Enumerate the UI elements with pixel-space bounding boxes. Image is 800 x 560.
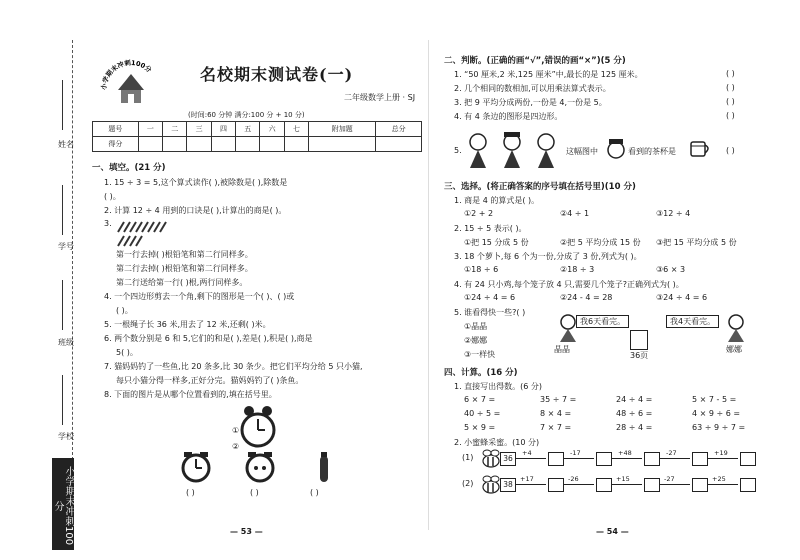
chain-label: (2)	[462, 479, 474, 488]
score-header-cell: 总分	[376, 122, 422, 137]
chain-answer-box[interactable]	[548, 478, 564, 492]
girl-nana-icon	[716, 312, 756, 342]
page-number-right: — 54 —	[596, 527, 629, 536]
arrow-line	[660, 458, 690, 459]
choice-option[interactable]: ①24 ÷ 4 = 6	[464, 293, 516, 302]
child-face-icon	[606, 138, 626, 160]
chain-label: (1)	[462, 453, 474, 462]
score-row	[93, 137, 422, 152]
chain-op: +15	[616, 475, 630, 483]
arrow-line	[708, 458, 738, 459]
q3-line-b: 第二行去掉( )根铅笔和第二行同样多。	[116, 264, 253, 273]
choice-option[interactable]: ③一样快	[464, 350, 496, 359]
chain-answer-box[interactable]	[740, 478, 756, 492]
name-nana: 娜娜	[726, 345, 742, 354]
judge-item: 4. 有 4 条边的图形是四边形。	[454, 112, 563, 121]
calc-item[interactable]: 28 ÷ 4 =	[616, 423, 653, 432]
judge-item: 3. 把 9 平均分成两份,一份是 4,一份是 5。	[454, 98, 607, 107]
name-jingjing: 晶晶	[554, 345, 570, 354]
id-label: 学号	[58, 242, 74, 251]
bee-chain-1	[454, 449, 774, 469]
q4-line-b: ( )。	[116, 306, 133, 315]
children-figure	[464, 128, 560, 168]
judge-answer[interactable]: ( )	[726, 111, 735, 120]
book-pages: 36页	[630, 351, 649, 360]
score-header-row	[93, 122, 422, 137]
score-cell[interactable]	[309, 137, 376, 152]
arrow-line	[516, 458, 546, 459]
bee-icon	[480, 475, 502, 495]
score-cell[interactable]	[236, 137, 260, 152]
choice-option[interactable]: ②18 ÷ 3	[560, 265, 595, 274]
score-header-cell: 二	[163, 122, 187, 137]
choice-option[interactable]: ③把 15 平均分成 5 份	[656, 238, 737, 247]
section2-heading: 二、判断。(正确的画“√”,错误的画“×”)(5 分)	[444, 56, 626, 66]
calc-item[interactable]: 4 × 9 ÷ 6 =	[692, 409, 741, 418]
chain-answer-box[interactable]	[596, 478, 612, 492]
judge-item: 1. “50 厘米,2 米,125 厘米”中,最长的是 125 厘米。	[454, 70, 643, 79]
q2-line: 2. 计算 12 ÷ 4 用到的口诀是( ),计算出的商是( )。	[104, 206, 287, 215]
chain-answer-box[interactable]	[596, 452, 612, 466]
score-header-cell: 四	[211, 122, 235, 137]
choice-q5: 5. 谁看得快一些?( )	[454, 308, 526, 317]
q1-line-b: ( )。	[104, 192, 121, 201]
judge-answer[interactable]: ( )	[726, 69, 735, 78]
name-line	[62, 80, 63, 130]
judge-q5-c: 看到的茶杯是	[628, 147, 676, 156]
calc-item[interactable]: 5 × 7 - 5 =	[692, 395, 737, 404]
section1-heading: 一、填空。(21 分)	[92, 163, 166, 173]
chain-op: -27	[664, 475, 675, 483]
score-cell[interactable]	[260, 137, 284, 152]
class-label: 班级	[58, 338, 74, 347]
choice-option[interactable]: ①晶晶	[464, 322, 488, 331]
choice-option[interactable]: ②4 ÷ 1	[560, 209, 590, 218]
choice-q4: 4. 有 24 只小鸡,每个笼子放 4 只,需要几个笼子?正确列式为( )。	[454, 280, 684, 289]
choice-option[interactable]: ②娜娜	[464, 336, 488, 345]
chain-op: -27	[666, 449, 677, 457]
id-line	[62, 185, 63, 235]
answer-bracket[interactable]: ( )	[186, 488, 195, 497]
clock-label-2: ②	[232, 442, 240, 451]
score-cell[interactable]	[376, 137, 422, 152]
score-header-cell: 一	[138, 122, 162, 137]
score-table	[92, 121, 422, 152]
choice-option[interactable]: ①2 + 2	[464, 209, 494, 218]
q3-line-c: 第二行送给第一行( )根,两行同样多。	[116, 278, 248, 287]
q7-line-b: 每只小猫分得一样多,正好分完。猫妈妈钓了( )条鱼。	[116, 376, 304, 385]
speech-bubble-2: 我4天看完。	[666, 315, 719, 328]
alarm-clock-top-icon	[238, 402, 278, 452]
chain-op: +25	[712, 475, 726, 483]
time-info: (时间:60 分钟 满分:100 分 + 10 分)	[188, 111, 305, 119]
choice-option[interactable]: ③24 ÷ 4 = 6	[656, 293, 708, 302]
section3-heading: 三、选择。(将正确答案的序号填在括号里)(10 分)	[444, 182, 636, 192]
q7-line-a: 7. 猫妈妈钓了一些鱼,比 20 条多,比 30 条少。把它们平均分给 5 只小猫,	[104, 362, 363, 371]
arrow-line	[564, 484, 594, 485]
chain-answer-box[interactable]	[692, 478, 708, 492]
arrow-line	[612, 458, 642, 459]
name-label: 姓名	[58, 140, 74, 149]
arrow-line	[708, 484, 738, 485]
q3-label: 3.	[104, 219, 112, 228]
chain-op: +17	[520, 475, 534, 483]
alarm-clock-back-icon	[244, 450, 276, 484]
calc-item[interactable]: 40 ÷ 5 =	[464, 409, 501, 418]
answer-bracket[interactable]: ( )	[250, 488, 259, 497]
chain-answer-box[interactable]	[548, 452, 564, 466]
calc-item[interactable]: 5 × 9 =	[464, 423, 496, 432]
q3-line-a: 第一行去掉( )根铅笔和第二行同样多。	[116, 250, 253, 259]
choice-option[interactable]: ③6 × 3	[656, 265, 686, 274]
choice-option[interactable]: ①把 15 分成 5 份	[464, 238, 529, 247]
choice-option[interactable]: ①18 ÷ 6	[464, 265, 499, 274]
chain-op: +4	[522, 449, 532, 457]
score-cell[interactable]	[187, 137, 211, 152]
q6-line-a: 6. 两个数分别是 6 和 5,它们的和是( ),差是( ),积是( ),商是	[104, 334, 313, 343]
chain-op: +48	[618, 449, 632, 457]
teacup-icon	[688, 136, 712, 160]
judge-answer[interactable]: ( )	[726, 97, 735, 106]
chain-answer-box[interactable]	[740, 452, 756, 466]
judge-answer[interactable]: ( )	[726, 83, 735, 92]
school-line	[62, 375, 63, 425]
choice-q3: 3. 18 个萝卜,每 6 个为一份,分成了 3 份,列式为( )。	[454, 252, 642, 261]
calc-item[interactable]: 48 ÷ 6 =	[616, 409, 653, 418]
chain-op: -17	[570, 449, 581, 457]
q6-line-b: 5( )。	[116, 348, 138, 357]
score-cell[interactable]	[211, 137, 235, 152]
calc-item[interactable]: 35 ÷ 7 =	[540, 395, 577, 404]
arrow-line	[612, 484, 642, 485]
score-header-cell: 三	[187, 122, 211, 137]
logo-text: 小学期末冲刺100分	[100, 58, 153, 91]
calc-q2: 2. 小蜜蜂采蜜。(10 分)	[454, 438, 540, 447]
bee-chain-2	[454, 475, 774, 495]
right-page	[430, 0, 800, 560]
page-number-left: — 53 —	[230, 527, 263, 536]
q1-line-a: 1. 15 ÷ 3 = 5,这个算式读作( ),被除数是( ),除数是	[104, 178, 288, 187]
judge-q5-a: 5.	[454, 146, 462, 155]
pencils-figure	[116, 220, 196, 248]
q4-line-a: 4. 一个四边形剪去一个角,剩下的图形是一个( )、( )或	[104, 292, 295, 301]
section4-heading: 四、计算。(16 分)	[444, 368, 518, 378]
chain-answer-box[interactable]	[644, 452, 660, 466]
score-cell[interactable]	[163, 137, 187, 152]
binding-strip	[0, 0, 88, 560]
answer-bracket[interactable]: ( )	[310, 488, 319, 497]
logo-icon	[100, 50, 162, 108]
calc-item[interactable]: 6 × 7 =	[464, 395, 496, 404]
calc-q1: 1. 直接写出得数。(6 分)	[454, 382, 543, 391]
chain-start-box: 38	[500, 478, 516, 492]
score-header-cell: 附加题	[309, 122, 376, 137]
chain-start-box: 36	[500, 452, 516, 466]
choice-option[interactable]: ③12 ÷ 4	[656, 209, 691, 218]
q8-line: 8. 下面的图片是从哪个位置看到的,填在括号里。	[104, 390, 277, 399]
subject-label: 二年级数学上册 · SJ	[344, 93, 416, 102]
score-header-cell: 七	[284, 122, 308, 137]
arrow-line	[516, 484, 546, 485]
arrow-line	[564, 458, 594, 459]
choice-option[interactable]: ②24 - 4 = 28	[560, 293, 613, 302]
judge-item: 2. 几个相同的数相加,可以用乘法算式表示。	[454, 84, 611, 93]
chain-answer-box[interactable]	[692, 452, 708, 466]
score-header-cell: 题号	[93, 122, 139, 137]
calc-item[interactable]: 7 × 7 =	[540, 423, 572, 432]
judge-q5-b: 这幅图中	[566, 147, 598, 156]
score-header-cell: 六	[260, 122, 284, 137]
chain-answer-box[interactable]	[644, 478, 660, 492]
page-divider	[428, 40, 429, 530]
alarm-clock-front-icon	[180, 450, 212, 484]
choice-q2: 2. 15 ÷ 5 表示( )。	[454, 224, 527, 233]
side-banner: 小学期末冲刺100分	[52, 458, 74, 550]
school-label: 学校	[58, 432, 74, 441]
chain-op: -26	[568, 475, 579, 483]
score-cell[interactable]	[138, 137, 162, 152]
clock-label-1: ①	[232, 426, 240, 435]
score-header-cell: 五	[236, 122, 260, 137]
arrow-line	[660, 484, 690, 485]
exam-title: 名校期末测试卷(一)	[200, 65, 354, 84]
score-cell[interactable]	[284, 137, 308, 152]
bee-icon	[480, 449, 502, 469]
score-row-label: 得分	[93, 137, 139, 152]
alarm-clock-side-icon	[316, 452, 332, 484]
judge-answer[interactable]: ( )	[726, 146, 735, 155]
calc-item[interactable]: 24 ÷ 4 =	[616, 395, 653, 404]
calc-item[interactable]: 63 ÷ 9 ÷ 7 =	[692, 423, 746, 432]
choice-option[interactable]: ②把 5 平均分成 15 份	[560, 238, 641, 247]
calc-item[interactable]: 8 × 4 =	[540, 409, 572, 418]
class-line	[62, 280, 63, 330]
book-icon	[630, 330, 648, 350]
chain-op: +19	[714, 449, 728, 457]
speech-bubble-1: 我6天看完。	[576, 315, 629, 328]
q5-line: 5. 一根绳子长 36 米,用去了 12 米,还剩( )米。	[104, 320, 271, 329]
choice-q1: 1. 商是 4 的算式是( )。	[454, 196, 540, 205]
